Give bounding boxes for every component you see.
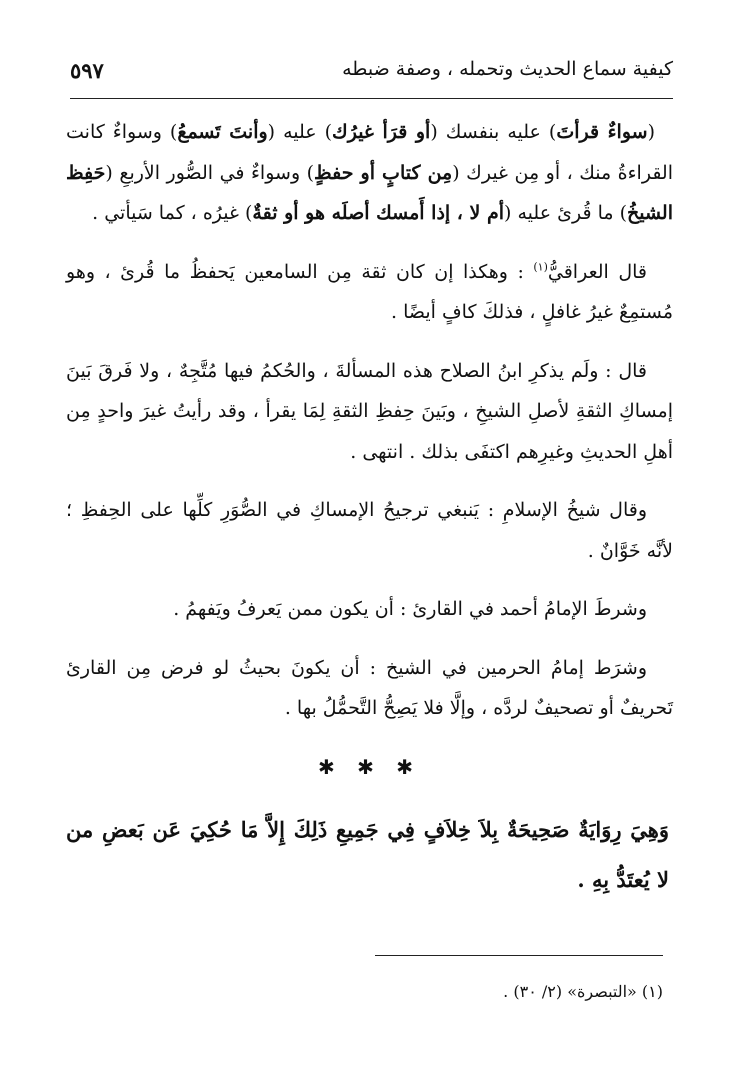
paragraph: [66, 490, 673, 571]
matn-text: وَهِيَ رِوَايَةٌ صَحِيحَةٌ بِلاَ خِلاَفٍ فِي جَمِيعِ ذَلِكَ إِلاَّ مَا حُكِيَ عَن بَعضِ من لا يُعتَدُّ بِهِ .: [66, 817, 669, 892]
bold-term: وأنتَ تَسمعُ: [177, 121, 268, 143]
text-segment: وشرَط إمامُ الحرمين في الشيخ : أن يكونَ بحيثُ لو فرض مِن القارئ تَحريفٌ أو تصحيفٌ لردَّه ، وإلَّا فلا يَصِحُّ التَّحمُّلُ بها .: [66, 656, 673, 719]
paragraph: [66, 252, 673, 333]
paragraph: [66, 351, 673, 473]
text-segment: ) وسواءٌ في الصُّور الأربعِ (: [105, 161, 315, 184]
page-header: [70, 52, 673, 99]
running-title: كيفية سماع الحديث وتحمله ، وصفة ضبطه: [342, 58, 673, 80]
text-segment: وشرطَ الإمامُ أحمد في القارئ : أن يكون ممن يَعرفُ ويَفهمُ .: [173, 598, 647, 620]
text-segment: ) عليه بنفسك (: [430, 121, 557, 143]
text-segment: (: [647, 121, 655, 143]
text-segment: ) ما قُرئ عليه (: [504, 202, 627, 224]
text-segment: ) غيرُه ، كما سَيأتي .: [92, 202, 253, 224]
bold-term: أم لا ، إذا أَمسك أصلَه هو أو ثقةٌ: [252, 202, 505, 224]
main-text: [66, 112, 673, 905]
bold-term: مِن كتابٍ أو حفظٍ: [314, 161, 453, 184]
page-number: ٥٩٧: [70, 58, 104, 83]
text-segment: : وهكذا إن كان ثقة مِن السامعين يَحفظُ ما قُرئ ، وهو مُستمِعٌ غيرُ غافلٍ ، فذلكَ كافٍ أيضًا .: [66, 260, 673, 323]
section-separator: ✱ ✱ ✱: [318, 754, 421, 779]
paragraph: [66, 648, 673, 729]
footnote: (١) «التبصرة» (٢/ ٣٠) .: [503, 982, 663, 1001]
text-segment: ) وسواءٌ كانت القراءةُ منك ، أو مِن غيرك (: [66, 121, 673, 184]
paragraph: [66, 112, 673, 234]
footnote-ref: (١): [533, 260, 548, 274]
bold-term: أو قرَأ غيرُك: [332, 121, 431, 143]
text-segment: قال : ولَم يذكرِ ابنُ الصلاح هذه المسألةَ ، والحُكمُ فيها مُتَّجِهٌ ، ولا فَرقَ بَينَ إمساكِ الثقةِ لأصلِ الشيخِ ، وبَينَ حِفظِ الثقةِ لِمَا يقرأ ، وقد رأيتُ غيرَ واحدٍ مِن أهلِ الحديثِ وغيرِهم اكتفَى بذلك . انتهى .: [66, 359, 673, 463]
footnote-divider: [375, 955, 663, 956]
bold-term: سواءٌ قرأتَ: [556, 121, 648, 143]
paragraph: [66, 589, 673, 630]
text-segment: ) عليه (: [267, 121, 333, 143]
bold-term: حَفِظ الشيخُ: [66, 161, 673, 224]
text-segment: قال العراقيُّ: [547, 260, 647, 283]
text-segment: وقال شيخُ الإسلامِ : يَنبغي ترجيحُ الإمساكِ في الصُّوَرِ كلِّها على الحِفظِ ؛ لأنَّه خَوَّانٌ .: [66, 499, 673, 562]
